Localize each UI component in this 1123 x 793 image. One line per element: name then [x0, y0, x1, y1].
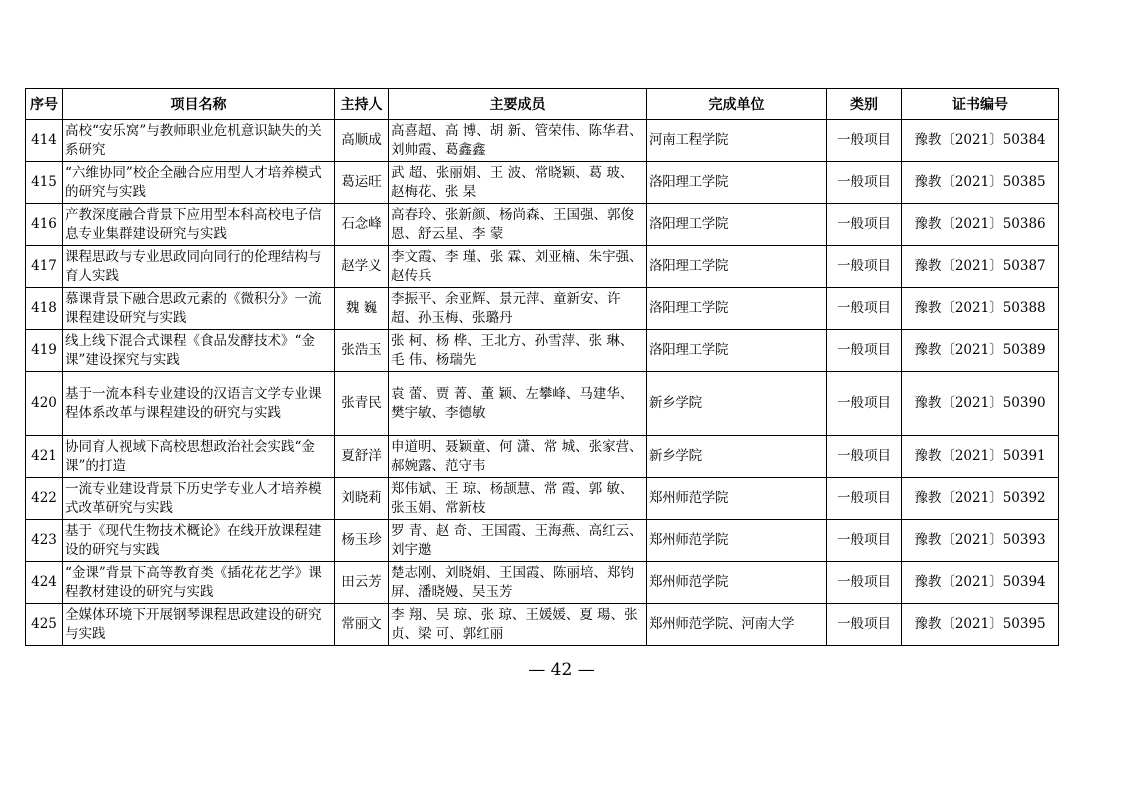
row-number: 417: [26, 246, 63, 288]
category: 一般项目: [827, 372, 902, 436]
certificate-number: 豫教〔2021〕50385: [902, 162, 1059, 204]
table-row: [26, 246, 1059, 288]
row-number: 425: [26, 604, 63, 646]
members: 李振平、余亚辉、景元萍、童新安、许 超、孙玉梅、张璐丹: [389, 288, 647, 330]
table-row: [26, 372, 1059, 436]
table-row: [26, 162, 1059, 204]
table-row: [26, 604, 1059, 646]
header-host: 主持人: [335, 89, 389, 120]
category: 一般项目: [827, 120, 902, 162]
table-row: [26, 520, 1059, 562]
row-number: 422: [26, 478, 63, 520]
row-number: 421: [26, 436, 63, 478]
host-name: 杨玉珍: [335, 520, 389, 562]
completion-unit: 郑州师范学院、河南大学: [647, 604, 827, 646]
certificate-number: 豫教〔2021〕50390: [902, 372, 1059, 436]
page-number: — 42 —: [528, 660, 595, 680]
certificate-number: 豫教〔2021〕50393: [902, 520, 1059, 562]
row-number: 423: [26, 520, 63, 562]
project-name: 课程思政与专业思政同向同行的伦理结构与育人实践: [63, 246, 335, 288]
project-name: 基于一流本科专业建设的汉语言文学专业课程体系改革与课程建设的研究与实践: [63, 372, 335, 436]
project-name: 全媒体环境下开展钢琴课程思政建设的研究与实践: [63, 604, 335, 646]
header-category: 类别: [827, 89, 902, 120]
header-project-name: 项目名称: [63, 89, 335, 120]
completion-unit: 新乡学院: [647, 436, 827, 478]
category: 一般项目: [827, 520, 902, 562]
header-unit: 完成单位: [647, 89, 827, 120]
row-number: 416: [26, 204, 63, 246]
row-number: 420: [26, 372, 63, 436]
host-name: 张浩玉: [335, 330, 389, 372]
category: 一般项目: [827, 162, 902, 204]
category: 一般项目: [827, 478, 902, 520]
header-members: 主要成员: [389, 89, 647, 120]
members: 袁 蕾、贾 菁、董 颖、左攀峰、马建华、樊宇敏、李德敏: [389, 372, 647, 436]
row-number: 418: [26, 288, 63, 330]
host-name: 石念峰: [335, 204, 389, 246]
category: 一般项目: [827, 436, 902, 478]
host-name: 常丽文: [335, 604, 389, 646]
project-name: 基于《现代生物技术概论》在线开放课程建设的研究与实践: [63, 520, 335, 562]
certificate-number: 豫教〔2021〕50392: [902, 478, 1059, 520]
project-name: 产教深度融合背景下应用型本科高校电子信息专业集群建设研究与实践: [63, 204, 335, 246]
certificate-number: 豫教〔2021〕50395: [902, 604, 1059, 646]
table-row: [26, 204, 1059, 246]
table-row: [26, 288, 1059, 330]
header-number: 序号: [26, 89, 63, 120]
host-name: 田云芳: [335, 562, 389, 604]
category: 一般项目: [827, 562, 902, 604]
project-name: “六维协同”校企全融合应用型人才培养模式的研究与实践: [63, 162, 335, 204]
certificate-number: 豫教〔2021〕50394: [902, 562, 1059, 604]
category: 一般项目: [827, 604, 902, 646]
host-name: 葛运旺: [335, 162, 389, 204]
completion-unit: 洛阳理工学院: [647, 162, 827, 204]
project-name: 慕课背景下融合思政元素的《微积分》一流课程建设研究与实践: [63, 288, 335, 330]
host-name: 高顺成: [335, 120, 389, 162]
header-row: [26, 89, 1059, 120]
project-name: 线上线下混合式课程《食品发酵技术》“金课”建设探究与实践: [63, 330, 335, 372]
members: 李文霞、李 瑾、张 霖、刘亚楠、朱宇强、赵传兵: [389, 246, 647, 288]
members: 武 超、张丽娟、王 波、常晓颖、葛 玻、赵梅花、张 杲: [389, 162, 647, 204]
certificate-number: 豫教〔2021〕50384: [902, 120, 1059, 162]
completion-unit: 河南工程学院: [647, 120, 827, 162]
category: 一般项目: [827, 330, 902, 372]
members: 罗 青、赵 奇、王国霞、王海燕、高红云、刘宇邀: [389, 520, 647, 562]
completion-unit: 郑州师范学院: [647, 478, 827, 520]
row-number: 414: [26, 120, 63, 162]
completion-unit: 新乡学院: [647, 372, 827, 436]
project-name: 高校“安乐窝”与教师职业危机意识缺失的关系研究: [63, 120, 335, 162]
host-name: 张青民: [335, 372, 389, 436]
table-row: [26, 330, 1059, 372]
table-row: [26, 478, 1059, 520]
completion-unit: 洛阳理工学院: [647, 288, 827, 330]
certificate-number: 豫教〔2021〕50389: [902, 330, 1059, 372]
members: 郑伟斌、王 琼、杨颉慧、常 霞、郭 敏、张玉娟、常新枝: [389, 478, 647, 520]
row-number: 419: [26, 330, 63, 372]
certificate-number: 豫教〔2021〕50391: [902, 436, 1059, 478]
table-row: [26, 562, 1059, 604]
table-row: [26, 436, 1059, 478]
category: 一般项目: [827, 288, 902, 330]
completion-unit: 洛阳理工学院: [647, 330, 827, 372]
host-name: 刘晓莉: [335, 478, 389, 520]
project-table: [25, 88, 1059, 646]
host-name: 魏 巍: [335, 288, 389, 330]
completion-unit: 洛阳理工学院: [647, 246, 827, 288]
members: 李 翔、吴 琼、张 琼、王媛媛、夏 瑒、张 贞、梁 可、郭红丽: [389, 604, 647, 646]
category: 一般项目: [827, 204, 902, 246]
project-name: “金课”背景下高等教育类《插花花艺学》课程教材建设的研究与实践: [63, 562, 335, 604]
completion-unit: 郑州师范学院: [647, 562, 827, 604]
completion-unit: 洛阳理工学院: [647, 204, 827, 246]
host-name: 赵学义: [335, 246, 389, 288]
completion-unit: 郑州师范学院: [647, 520, 827, 562]
members: 申道明、聂颖童、何 潇、常 城、张家营、郝婉露、范守韦: [389, 436, 647, 478]
project-name: 协同育人视域下高校思想政治社会实践“金课”的打造: [63, 436, 335, 478]
members: 楚志刚、刘晓娟、王国霞、陈丽培、郑钧屏、潘晓嫚、吴玉芳: [389, 562, 647, 604]
category: 一般项目: [827, 246, 902, 288]
certificate-number: 豫教〔2021〕50387: [902, 246, 1059, 288]
header-certificate: 证书编号: [902, 89, 1059, 120]
members: 高春玲、张新颜、杨尚森、王国强、郭俊恩、舒云星、李 蒙: [389, 204, 647, 246]
host-name: 夏舒洋: [335, 436, 389, 478]
members: 高喜超、高 博、胡 新、管荣伟、陈华君、刘帅霞、葛鑫鑫: [389, 120, 647, 162]
members: 张 柯、杨 桦、王北方、孙雪萍、张 琳、毛 伟、杨瑞先: [389, 330, 647, 372]
project-name: 一流专业建设背景下历史学专业人才培养模式改革研究与实践: [63, 478, 335, 520]
row-number: 424: [26, 562, 63, 604]
certificate-number: 豫教〔2021〕50388: [902, 288, 1059, 330]
table-row: [26, 120, 1059, 162]
row-number: 415: [26, 162, 63, 204]
certificate-number: 豫教〔2021〕50386: [902, 204, 1059, 246]
